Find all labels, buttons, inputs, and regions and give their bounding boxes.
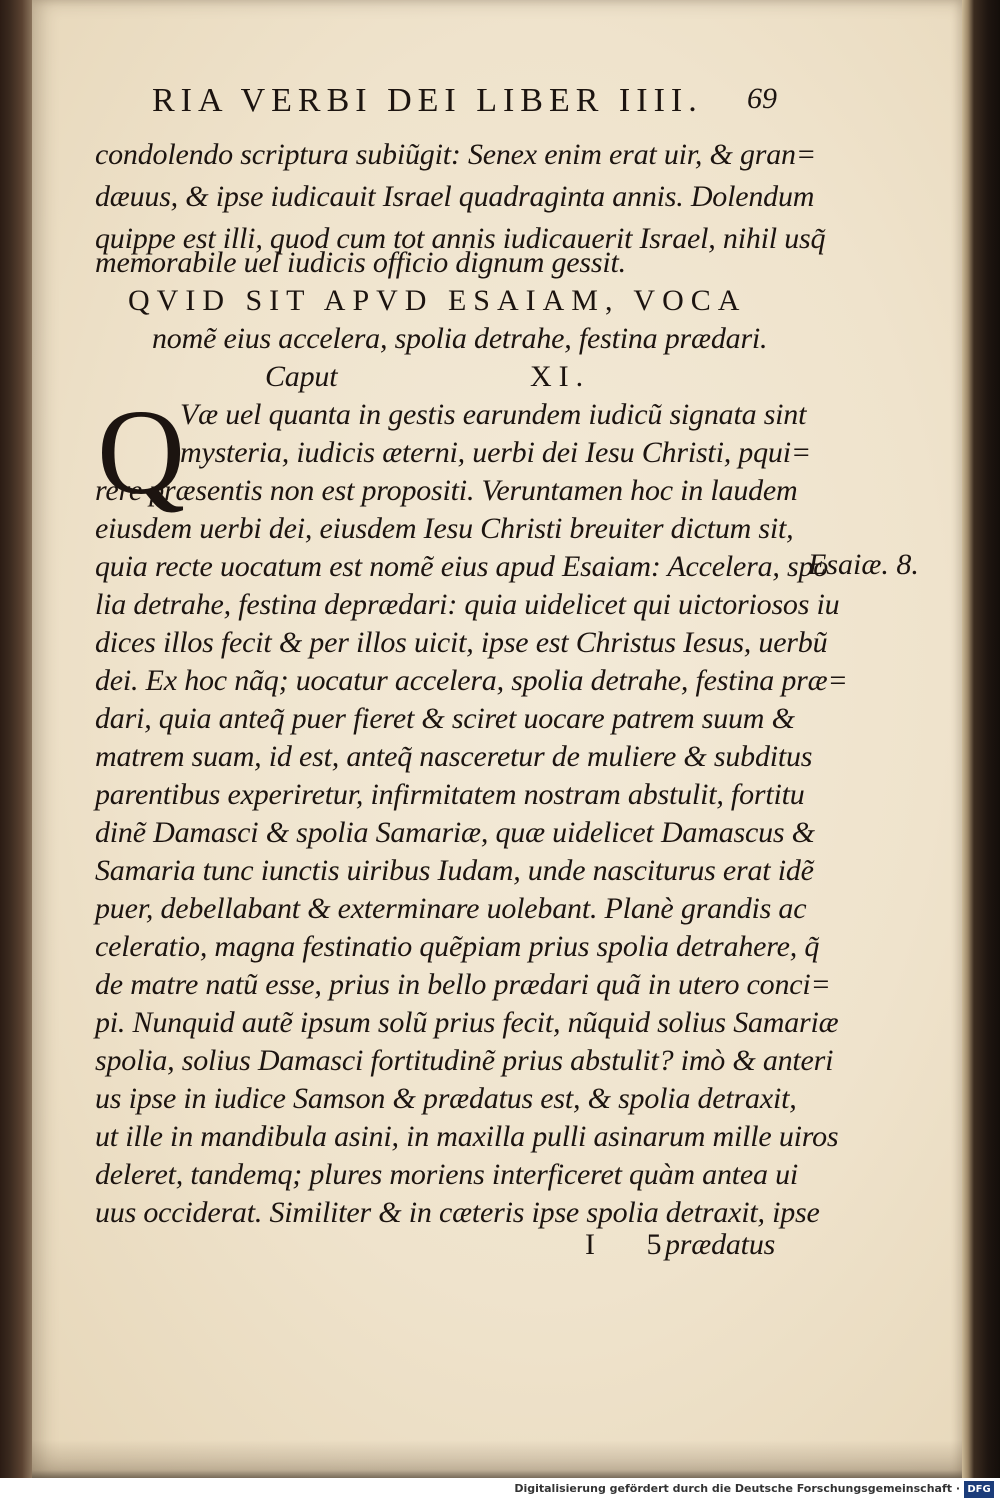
text-line: dices illos fecit & per illos uicit, ipse est Christus Iesus, uerbũ: [95, 626, 828, 659]
catchword: prædatus: [665, 1228, 776, 1261]
text-line: spolia, solius Damasci fortitudinẽ prius abstulit? imò & anteri: [95, 1044, 834, 1077]
chapter-number: XI.: [530, 360, 591, 393]
chapter-subtitle: nomẽ eius accelera, spolia detrahe, festina prædari.: [152, 322, 768, 355]
text-line: Væ uel quanta in gestis earundem iudicũ signata sint: [180, 398, 807, 431]
text-line: pi. Nunquid autẽ ipsum solũ prius fecit, nũquid solius Samariæ: [95, 1006, 839, 1039]
drop-cap-initial: Q: [97, 385, 186, 520]
text-line: deleret, tandemq; plures moriens interficeret quàm antea ui: [95, 1158, 799, 1191]
digitization-footer: [0, 1478, 1000, 1501]
text-line: eiusdem uerbi dei, eiusdem Iesu Christi breuiter dictum sit,: [95, 512, 794, 545]
running-title: RIA VERBI DEI LIBER IIII.: [152, 82, 703, 119]
chapter-title: QVID SIT APVD ESAIAM, VOCA: [128, 284, 747, 317]
text-line: dari, quia anteq̃ puer fieret & sciret uocare patrem suum &: [95, 702, 795, 735]
chapter-label: Caput: [265, 360, 338, 393]
folio-number: 69: [747, 82, 777, 115]
footer-credit: Digitalisierung gefördert durch die Deutsche Forschungsgemeinschaft ·: [514, 1482, 960, 1495]
text-line: rere præsentis non est propositi. Veruntamen hoc in laudem: [95, 474, 798, 507]
text-line: quippe est illi, quod cum tot annis iudicauerit Israel, nihil usq̃: [95, 222, 826, 255]
text-line: condolendo scriptura subiũgit: Senex enim erat uir, & gran=: [95, 138, 816, 171]
text-line: quia recte uocatum est nomẽ eius apud Esaiam: Accelera, spo: [95, 550, 829, 583]
text-line: de matre natũ esse, prius in bello prædari quã in utero conci=: [95, 968, 831, 1001]
text-line: us ipse in iudice Samson & prædatus est, & spolia detraxit,: [95, 1082, 797, 1115]
text-line: mysteria, iudicis æterni, uerbi dei Iesu Christi, pqui=: [180, 436, 811, 469]
text-line: celeratio, magna festinatio quẽpiam prius spolia detrahere, q̃: [95, 930, 820, 963]
text-line: Samaria tunc iunctis uiribus Iudam, unde nasciturus erat idẽ: [95, 854, 814, 887]
text-line: puer, debellabant & exterminare uolebant. Planè grandis ac: [95, 892, 807, 925]
signature-mark: I 5: [585, 1228, 684, 1261]
text-line: matrem suam, id est, anteq̃ nasceretur de muliere & subditus: [95, 740, 813, 773]
page-edge-right: [962, 0, 1000, 1478]
text-line: dei. Ex hoc nãq; uocatur accelera, spolia detrahe, festina præ=: [95, 664, 848, 697]
page-edge-bottom: [32, 1440, 962, 1478]
margin-note: Esaiæ. 8.: [808, 548, 919, 581]
text-line: parentibus experiretur, infirmitatem nostram abstulit, fortitu: [95, 778, 805, 811]
text-line: memorabile uel iudicis officio dignum gessit.: [95, 246, 626, 279]
text-line: dæuus, & ipse iudicauit Israel quadraginta annis. Dolendum: [95, 180, 815, 213]
text-line: ut ille in mandibula asini, in maxilla pulli asinarum mille uiros: [95, 1120, 839, 1153]
dfg-logo: DFG: [964, 1481, 994, 1498]
text-line: dinẽ Damasci & spolia Samariæ, quæ uidelicet Damascus &: [95, 816, 815, 849]
text-line: uus occiderat. Similiter & in cæteris ipse spolia detraxit, ipse: [95, 1196, 820, 1229]
text-line: lia detrahe, festina deprædari: quia uidelicet qui uictoriosos iu: [95, 588, 840, 621]
